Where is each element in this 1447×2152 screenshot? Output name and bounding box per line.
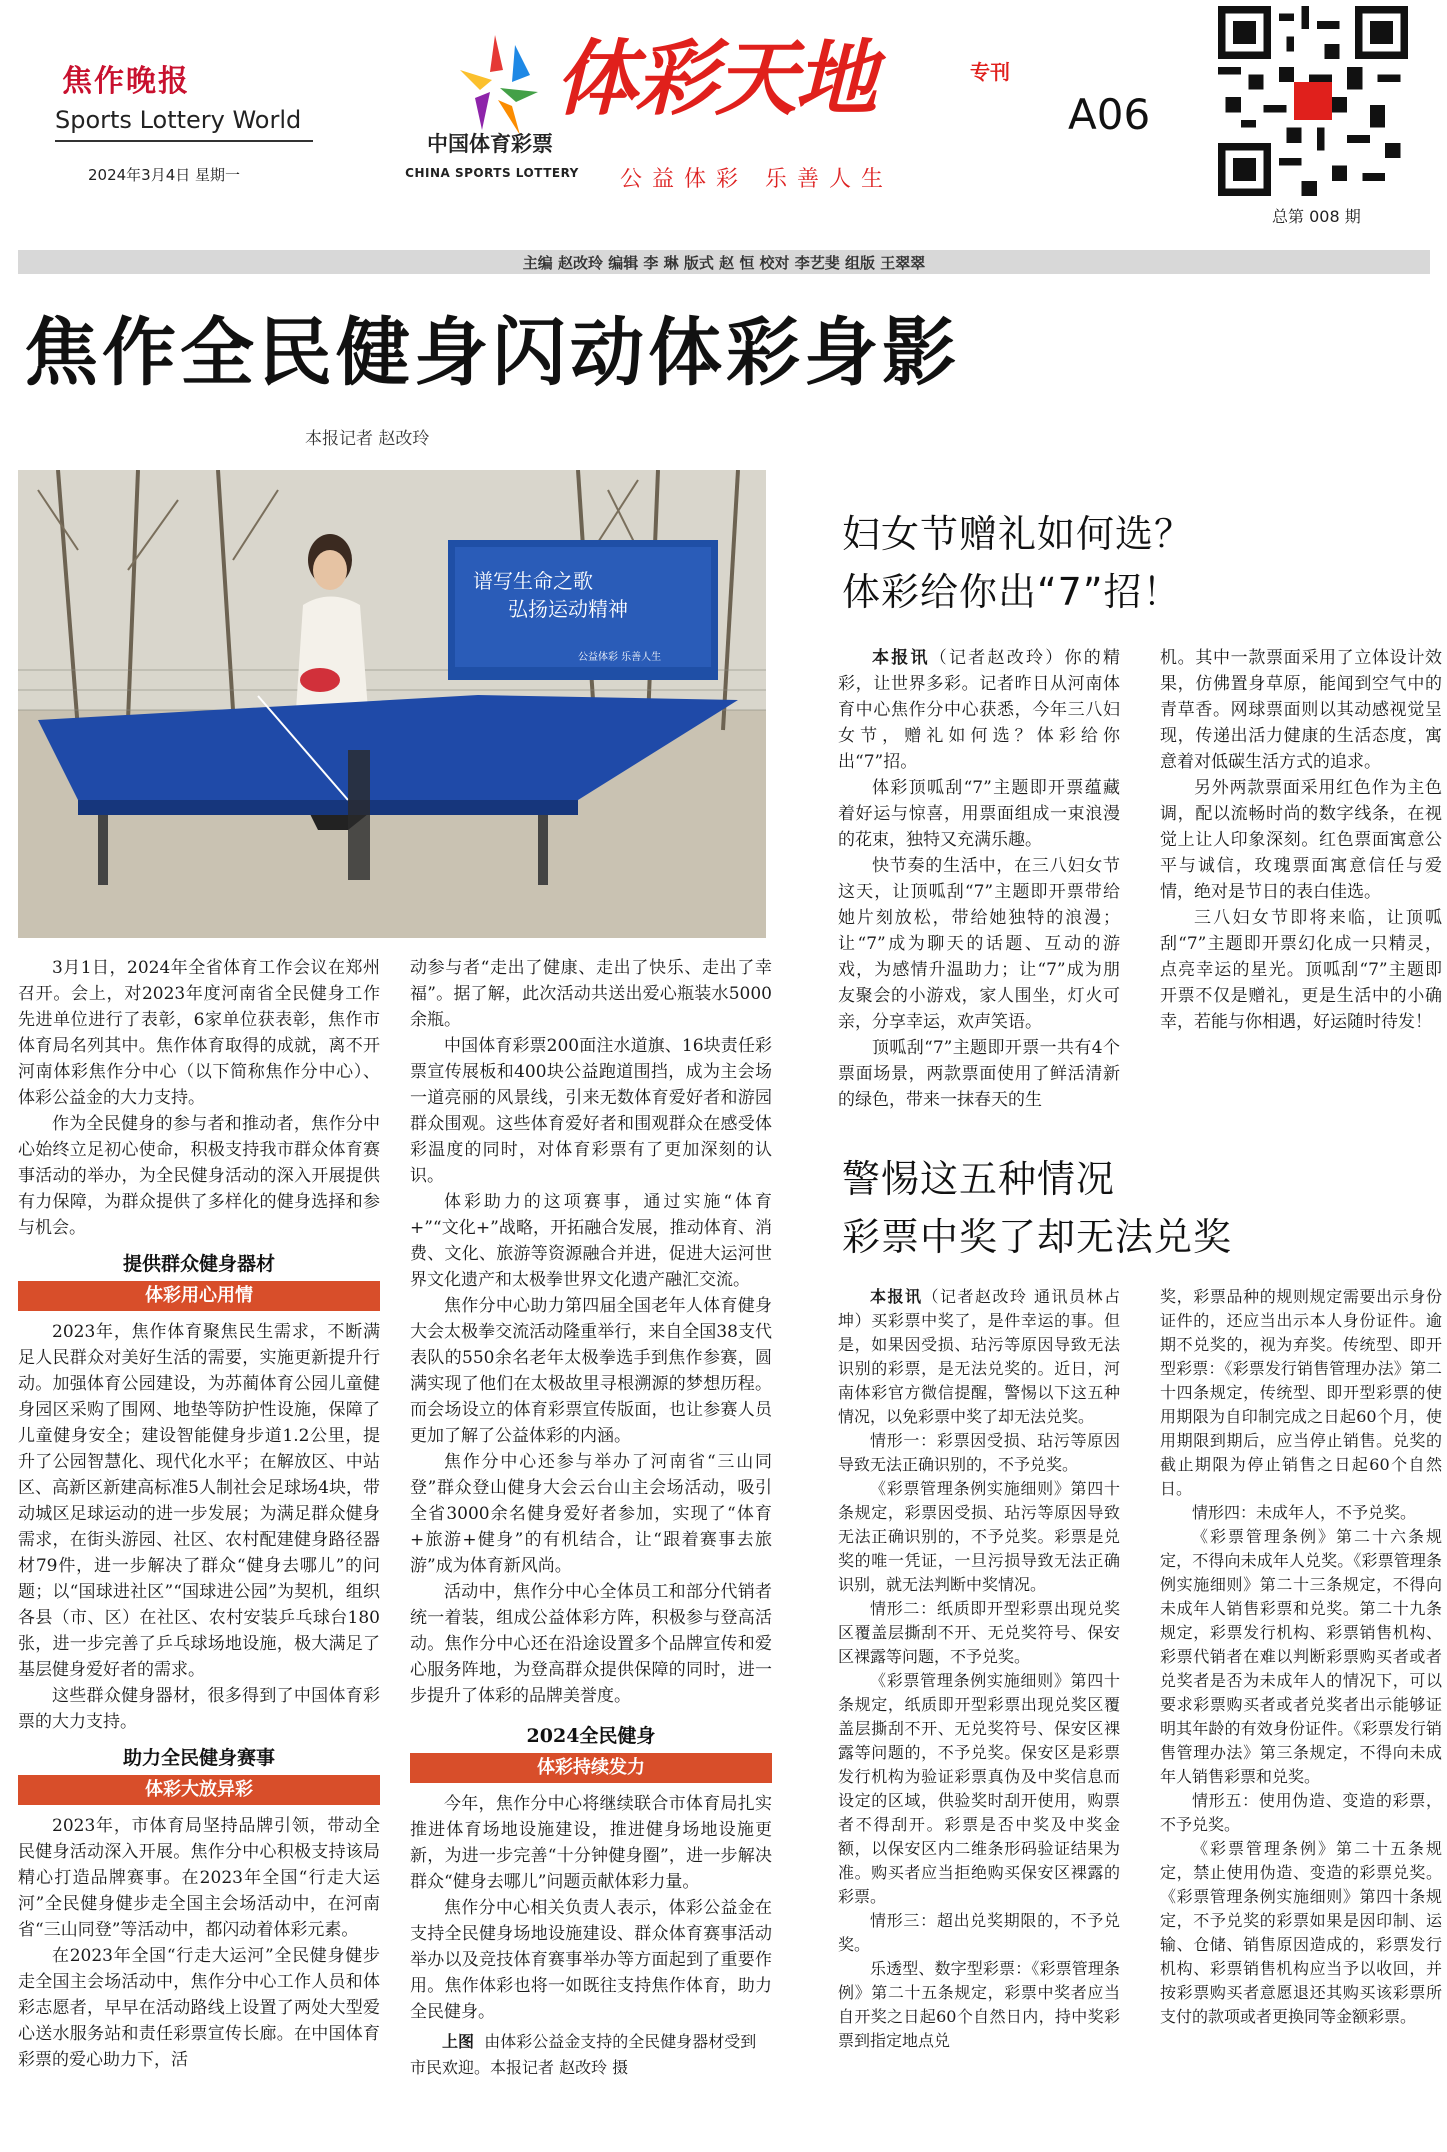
- article3-title-line-1: 警惕这五种情况: [842, 1157, 1116, 1201]
- paragraph: 情形二：纸质即开型彩票出现兑奖区覆盖层撕刮不开、无兑奖符号、保安区裸露等问题，不予兑奖。: [838, 1599, 1120, 1666]
- article2-title: [842, 505, 1402, 621]
- paragraph: 2023年，市体育局坚持品牌引领，带动全民健身活动深入开展。焦作分中心积极支持该局精心打造品牌赛事。在2023年全国“行走大运河”全民健身健步走全国主会场活动中，在河南省“三山同登”等活动中，都闪动着体彩元素。: [18, 1816, 380, 1940]
- paragraph: 《彩票管理条例》第二十五条规定，禁止使用伪造、变造的彩票兑奖。《彩票管理条例实施细则》第四十条规定，不予兑奖的彩票如果是因印制、运输、仓储、销售原因造成的，彩票发行机构、彩票销售机构应当予以收回，并按彩票购买者意愿退还其购买该彩票所支付的款项或者更换同等金额彩票。: [1160, 1839, 1442, 2026]
- lead-byline: 本报记者 赵改玲: [305, 429, 430, 449]
- page-number: A06: [1068, 90, 1151, 139]
- editorial-credits: 主编 赵改玲 编辑 李 琳 版式 赵 恒 校对 李艺斐 组版 王翠翠: [522, 254, 926, 272]
- banner-footer: 公益体彩 乐善人生: [578, 652, 662, 663]
- paragraph: 另外两款票面采用红色作为主色调，配以流畅时尚的数字线条，在视觉上让人印象深刻。红色票面寓意公平与诚信，玫瑰票面寓意信任与爱情，绝对是节日的表白佳选。: [1160, 778, 1442, 902]
- issue-number: 总第 008 期: [1272, 207, 1361, 226]
- section-subhead: 2024全民健身: [526, 1725, 656, 1747]
- caption-label: 上图: [442, 2032, 475, 2051]
- paragraph: 在2023年全国“行走大运河”全民健身健步走全国主会场活动中，焦作分中心工作人员和体彩志愿者，早早在活动路线上设置了两处大型爱心送水服务站和责任彩票宣传长廊。在中国体育彩票的爱心助力下，活: [18, 1946, 380, 2070]
- lead-tag: 本报讯: [870, 1287, 923, 1306]
- paragraph: 今年，焦作分中心将继续联合市体育局扎实推进体育场地设施建设，推进健身场地设施更新，为进一步完善“十分钟健身圈”，进一步解决群众“健身去哪儿”问题贡献体彩力量。: [410, 1794, 772, 1892]
- masthead-rule: [55, 140, 313, 142]
- paragraph: 快节奏的生活中，在三八妇女节这天，让顶呱刮“7”主题即开票带给她片刻放松，带给她独特的浪漫；让“7”成为聊天的话题、互动的游戏，为感情升温助力；让“7”成为朋友聚会的小游戏，家人围坐，灯火可亲，分享幸运，欢声笑语。: [838, 856, 1120, 1032]
- lead-column-2: [410, 955, 772, 2081]
- paragraph: 奖，彩票品种的规则规定需要出示身份证件的，还应当出示本人身份证件。逾期不兑奖的，视为弃奖。传统型、即开型彩票：《彩票发行销售管理办法》第二十四条规定，传统型、即开型彩票的使用期限为自印制完成之日起60个月，使用期限到期后，应当停止销售。兑奖的截止期限为停止销售之日起60个自然日。: [1160, 1287, 1442, 1498]
- section-bar: 体彩用心用情: [18, 1281, 380, 1311]
- qr-code-icon: [1218, 6, 1408, 196]
- lead-byline: （记者赵改玲）: [929, 648, 1065, 668]
- paragraph: 2023年，焦作体育聚焦民生需求，不断满足人民群众对美好生活的需要，实施更新提升行动。加强体育公园建设，为苏蔺体育公园儿童健身园区采购了围网、地垫等防护性设施，保障了儿童健身安全；建设智能健身步道1.2公里，提升了公园智慧化、现代化水平；在解放区、中站区、高新区新建高标准5人制社会足球场4块，带动城区足球运动的进一步发展；为满足群众健身需求，在街头游园、社区、农村配建健身路径器材79件，进一步解决了群众“健身去哪儿”的问题；以“国球进社区”“国球进公园”为契机，组织各县（市、区）在社区、农村安装乒乓球台180张，进一步完善了乒乓球场地设施，极大满足了基层健身爱好者的需求。: [18, 1322, 380, 1680]
- article3-column-1: [838, 1285, 1120, 2053]
- article2-title-line-1: 妇女节赠礼如何选？: [842, 512, 1194, 556]
- paragraph: 作为全民健身的参与者和推动者，焦作分中心始终立足初心使命，积极支持我市群众体育赛事活动的举办，为全民健身活动的深入开展提供有力保障，为群众提供了多样化的健身选择和参与机会。: [18, 1114, 380, 1238]
- banner-line-2: 弘扬运动精神: [508, 597, 628, 621]
- paragraph: 体彩助力的这项赛事，通过实施“体育+”“文化+”战略，开拓融合发展，推动体育、消费、文化、旅游等资源融合并进，促进大运河世界文化遗产和太极拳世界文化遗产融汇交流。: [410, 1192, 772, 1290]
- paragraph: 《彩票管理条例实施细则》第四十条规定，纸质即开型彩票出现兑奖区覆盖层撕刮不开、无兑奖符号、保安区裸露等问题的，不予兑奖。保安区是彩票发行机构为验证彩票真伪及中奖信息而设定的区域，供验奖时刮开使用，购票者不得刮开。彩票是否中奖及中奖金额，以保安区内二维条形码验证结果为准。购买者应当拒绝购买保安区裸露的彩票。: [838, 1671, 1120, 1906]
- section-subhead: 助力全民健身赛事: [122, 1747, 275, 1769]
- china-sports-lottery-logo-icon: [420, 30, 570, 140]
- supplement-tag: 专刊: [970, 60, 1010, 84]
- supplement-slogan: 公益体彩 乐善人生: [620, 167, 893, 192]
- paragraph: 乐透型、数字型彩票：《彩票管理条例》第二十五条规定，彩票中奖者应当自开奖之日起60个自然日内，持中奖彩票到指定地点兑: [838, 1959, 1120, 2050]
- paragraph: 动参与者“走出了健康、走出了快乐、走出了幸福”。据了解，此次活动共送出爱心瓶装水5000余瓶。: [410, 958, 772, 1030]
- paper-english-name: Sports Lottery World: [55, 106, 302, 134]
- article2-column-2: [1160, 645, 1442, 1035]
- paragraph: 情形三：超出兑奖期限的，不予兑奖。: [838, 1911, 1120, 1954]
- article3-column-2: [1160, 1285, 1442, 2029]
- paragraph: 焦作分中心相关负责人表示，体彩公益金在支持全民健身场地设施建设、群众体育赛事活动举办以及竞技体育赛事举办等方面起到了重要作用。焦作体彩也将一如既往支持焦作体育，助力全民健身。: [410, 1898, 772, 2022]
- lead-headline: 焦作全民健身闪动体彩身影: [24, 310, 960, 396]
- paragraph: 情形四：未成年人，不予兑奖。: [1192, 1503, 1417, 1522]
- article3-title-line-2: 彩票中奖了却无法兑奖: [842, 1215, 1233, 1259]
- paragraph: 三八妇女节即将来临，让顶呱刮“7”主题即开票幻化成一只精灵，点亮幸运的星光。顶呱刮“7”主题即开票不仅是赠礼，更是生活中的小确幸，若能与你相遇，好运随时待发！: [1160, 908, 1442, 1032]
- paragraph: 顶呱刮“7”主题即开票一共有4个票面场景，两款票面使用了鲜活清新的绿色，带来一抹春天的生: [838, 1038, 1120, 1110]
- caption-text: 由体彩公益金支持的全民健身器材受到市民欢迎。本报记者 赵改玲 摄: [410, 2032, 757, 2077]
- lead-text: 你的精彩，让世界多彩。记者昨日从河南体育中心焦作分中心获悉，今年三八妇女节，赠礼如何选？体彩给你出“7”招。: [838, 648, 1120, 772]
- paragraph: 3月1日，2024年全省体育工作会议在郑州召开。会上，对2023年度河南省全民健身工作先进单位进行了表彰，6家单位获表彰，焦作市体育局名列其中。焦作体育取得的成就，离不开河南体彩焦作分中心（以下简称焦作分中心）、体彩公益金的大力支持。: [18, 958, 380, 1108]
- paragraph: 这些群众健身器材，很多得到了中国体育彩票的大力支持。: [18, 1686, 380, 1732]
- logo-chinese-name: 中国体育彩票: [427, 132, 553, 156]
- logo-english-name: CHINA SPORTS LOTTERY: [405, 166, 579, 180]
- section-bar: 体彩大放异彩: [18, 1775, 380, 1805]
- paragraph: 《彩票管理条例》第二十六条规定，不得向未成年人兑奖。《彩票管理条例实施细则》第二十三条规定，不得向未成年人销售彩票和兑奖。第二十九条规定，彩票发行机构、彩票销售机构、彩票代销者在难以判断彩票购买者或者兑奖者是否为未成年人的情况下，可以要求彩票购买者或者兑奖者出示能够证明其年龄的有效身份证件。《彩票发行销售管理办法》第三条规定，不得向未成年人销售彩票和兑奖。: [1160, 1527, 1442, 1786]
- paragraph: [838, 645, 1120, 775]
- supplement-brand-title: 体彩天地: [555, 32, 875, 127]
- paragraph: 情形一：彩票因受损、玷污等原因导致无法正确识别的，不予兑奖。: [838, 1431, 1120, 1474]
- table-tennis-photo: [18, 470, 766, 938]
- paragraph: 情形五：使用伪造、变造的彩票，不予兑奖。: [1160, 1791, 1442, 1834]
- section-bar: 体彩持续发力: [410, 1753, 772, 1783]
- lead-text: 买彩票中奖了，是件幸运的事。但是，如果因受损、玷污等原因导致无法识别的彩票，是无法兑奖的。近日，河南体彩官方微信提醒，警惕以下这五种情况，以免彩票中奖了却无法兑奖。: [838, 1311, 1120, 1426]
- paragraph: 焦作分中心助力第四届全国老年人体育健身大会太极拳交流活动隆重举行，来自全国38支代表队的550余名老年太极拳选手到焦作参赛，圆满实现了他们在太极故里寻根溯源的梦想历程。而会场设立的体育彩票宣传版面，也让参赛人员更加了解了公益体彩的内涵。: [410, 1296, 772, 1446]
- paragraph: 体彩顶呱刮“7”主题即开票蕴藏着好运与惊喜，用票面组成一束浪漫的花束，独特又充满乐趣。: [838, 778, 1120, 850]
- lead-column-1: [18, 955, 380, 2073]
- lead-tag: 本报讯: [872, 648, 930, 668]
- banner-line-1: 谱写生命之歌: [473, 569, 593, 593]
- article2-column-1: [838, 645, 1120, 1113]
- paper-name: 焦作晚报: [62, 64, 190, 99]
- section-subhead: 提供群众健身器材: [122, 1253, 275, 1275]
- paragraph: 活动中，焦作分中心全体员工和部分代销者统一着装，组成公益体彩方阵，积极参与登高活动。焦作分中心还在沿途设置多个品牌宣传和爱心服务阵地，为登高群众提供保障的同时，进一步提升了体彩的品牌美誉度。: [410, 1582, 772, 1706]
- paragraph: 机。其中一款票面采用了立体设计效果，仿佛置身草原，能闻到空气中的青草香。网球票面则以其动感视觉呈现，传递出活力健康的生活态度，寓意着对低碳生活方式的追求。: [1160, 648, 1442, 772]
- article2-title-line-2: 体彩给你出“7”招！: [842, 570, 1182, 614]
- article3-title: [842, 1150, 1402, 1266]
- photo-caption: [410, 2029, 772, 2081]
- lead-byline: （记者赵改玲 通讯员林占坤）: [838, 1287, 1120, 1330]
- paragraph: [838, 1285, 1120, 1429]
- paragraph: 焦作分中心还参与举办了河南省“三山同登”群众登山健身大会云台山主会场活动，吸引全省3000余名健身爱好者参加，实现了“体育+旅游+健身”的有机结合，让“跟着赛事去旅游”成为体育新风尚。: [410, 1452, 772, 1576]
- paragraph: 中国体育彩票200面注水道旗、16块责任彩票宣传展板和400块公益跑道围挡，成为主会场一道亮丽的风景线，引来无数体育爱好者和游园群众围观。这些体育爱好者和围观群众在感受体彩温度的同时，对体育彩票有了更加深刻的认识。: [410, 1036, 772, 1186]
- paragraph: 《彩票管理条例实施细则》第四十条规定，彩票因受损、玷污等原因导致无法正确识别的，不予兑奖。彩票是兑奖的唯一凭证，一旦污损导致无法正确识别，就无法判断中奖情况。: [838, 1479, 1120, 1594]
- issue-date: 2024年3月4日 星期一: [88, 166, 241, 184]
